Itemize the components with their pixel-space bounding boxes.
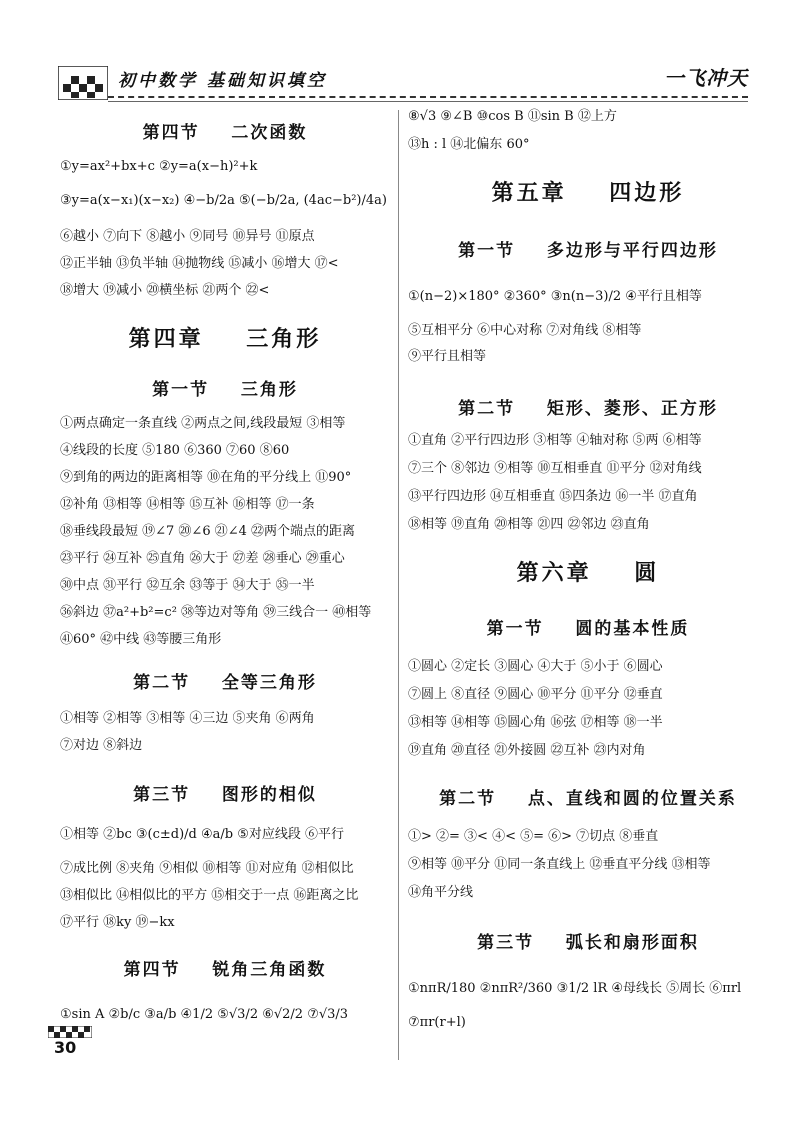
answer-line: ⑦圆上 ⑧直径 ⑨圆心 ⑩平分 ⑪平分 ⑫垂直 (408, 687, 663, 702)
answer-line: ⑨平行且相等 (408, 349, 487, 364)
answer-line: ①nπR/180 ②nπR²/360 ③1/2 lR ④母线长 ⑤周长 ⑥πrl (408, 981, 742, 996)
header-rule-thin (108, 101, 748, 102)
section-title: 第四节 二次函数 (142, 123, 308, 143)
answer-line: ④线段的长度 ⑤180 ⑥360 ⑦60 ⑧60 (60, 443, 290, 458)
header-rule (108, 96, 748, 98)
answer-line: ⑭角平分线 (408, 885, 474, 900)
answer-line: ⑬相等 ⑭相等 ⑮圆心角 ⑯弦 ⑰相等 ⑱一半 (408, 715, 663, 730)
answer-line: ⑬h : l ⑭北偏东 60° (408, 137, 530, 152)
answer-line: ⑲直角 ⑳直径 ㉑外接圆 ㉒互补 ㉓内对角 (408, 743, 646, 758)
section-title: 第二节 点、直线和圆的位置关系 (439, 789, 737, 809)
answer-line: ⑧√3 ⑨∠B ⑩cos B ⑪sin B ⑫上方 (408, 109, 617, 124)
section-title: 第二节 全等三角形 (133, 673, 317, 693)
answer-line: ①直角 ②平行四边形 ③相等 ④轴对称 ⑤两 ⑥相等 (408, 433, 702, 448)
answer-line: ㉚中点 ㉛平行 ㉜互余 ㉝等于 ㉞大于 ㉟一半 (60, 578, 315, 593)
section-title: 第一节 多边形与平行四边形 (458, 241, 718, 261)
section-title: 第一节 三角形 (152, 380, 298, 400)
answer-line: ①sin A ②b/c ③a/b ④1/2 ⑤√3/2 ⑥√2/2 ⑦√3/3 (60, 1007, 349, 1022)
answer-line: ①y=ax²+bx+c ②y=a(x−h)²+k (60, 159, 258, 174)
answer-line: ①> ②= ③< ④< ⑤= ⑥> ⑦切点 ⑧垂直 (408, 829, 659, 844)
answer-line: ⑦三个 ⑧邻边 ⑨相等 ⑩互相垂直 ⑪平分 ⑫对角线 (408, 461, 702, 476)
answer-line: ⑤互相平分 ⑥中心对称 ⑦对角线 ⑧相等 (408, 323, 642, 338)
chapter-title: 第四章 三角形 (128, 327, 322, 352)
brand-logo-text: 一飞冲天 (664, 66, 748, 90)
answer-line: ⑨到角的两边的距离相等 ⑩在角的平分线上 ⑪90° (60, 470, 352, 485)
header-title: 初中数学 基础知识填空 (118, 71, 327, 91)
answer-line: ⑱增大 ⑲减小 ⑳横坐标 ㉑两个 ㉒< (60, 283, 270, 298)
answer-line: ⑬相似比 ⑭相似比的平方 ⑮相交于一点 ⑯距离之比 (60, 888, 359, 903)
answer-line: ①相等 ②bc ③(c±d)/d ④a/b ⑤对应线段 ⑥平行 (60, 827, 345, 842)
answer-line: ⑫正半轴 ⑬负半轴 ⑭抛物线 ⑮减小 ⑯增大 ⑰< (60, 256, 339, 271)
answer-line: ①(n−2)×180° ②360° ③n(n−3)/2 ④平行且相等 (408, 289, 702, 304)
section-title: 第二节 矩形、菱形、正方形 (458, 399, 718, 419)
checker-flag-icon (48, 1026, 92, 1038)
answer-line: ⑥越小 ⑦向下 ⑧越小 ⑨同号 ⑩异号 ⑪原点 (60, 229, 315, 244)
answer-line: ㊱斜边 ㊲a²+b²=c² ㊳等边对等角 ㊴三线合一 ㊵相等 (60, 605, 372, 620)
checker-flag-icon (58, 66, 108, 100)
answer-line: ⑦πr(r+l) (408, 1015, 466, 1030)
page-number: 30 (54, 1038, 77, 1057)
answer-line: ⑬平行四边形 ⑭互相垂直 ⑮四条边 ⑯一半 ⑰直角 (408, 489, 698, 504)
answer-line: ③y=a(x−x₁)(x−x₂) ④−b/2a ⑤(−b/2a, (4ac−b²)/4a) (60, 193, 387, 208)
answer-line: ①相等 ②相等 ③相等 ④三边 ⑤夹角 ⑥两角 (60, 711, 315, 726)
answer-line: ⑱相等 ⑲直角 ⑳相等 ㉑四 ㉒邻边 ㉓直角 (408, 517, 650, 532)
section-title: 第三节 图形的相似 (133, 785, 317, 805)
page-header (58, 60, 748, 104)
section-title: 第一节 圆的基本性质 (486, 619, 690, 639)
answer-line: ①圆心 ②定长 ③圆心 ④大于 ⑤小于 ⑥圆心 (408, 659, 663, 674)
column-divider (398, 110, 399, 1060)
section-title: 第四节 锐角三角函数 (123, 960, 327, 980)
answer-line: ⑱垂线段最短 ⑲∠7 ⑳∠6 ㉑∠4 ㉒两个端点的距离 (60, 524, 356, 539)
answer-line: ⑦对边 ⑧斜边 (60, 738, 143, 753)
chapter-title: 第六章 圆 (516, 561, 660, 586)
answer-line: ⑰平行 ⑱ky ⑲−kx (60, 915, 175, 930)
answer-line: ㉓平行 ㉔互补 ㉕直角 ㉖大于 ㉗差 ㉘垂心 ㉙重心 (60, 551, 345, 566)
answer-line: ⑨相等 ⑩平分 ⑪同一条直线上 ⑫垂直平分线 ⑬相等 (408, 857, 711, 872)
answer-line: ①两点确定一条直线 ②两点之间,线段最短 ③相等 (60, 416, 346, 431)
page-number-badge (48, 1026, 92, 1064)
answer-line: ㊶60° ㊷中线 ㊸等腰三角形 (60, 632, 222, 647)
section-title: 第三节 弧长和扇形面积 (477, 933, 699, 953)
answer-line: ⑫补角 ⑬相等 ⑭相等 ⑮互补 ⑯相等 ⑰一条 (60, 497, 315, 512)
answer-line: ⑦成比例 ⑧夹角 ⑨相似 ⑩相等 ⑪对应角 ⑫相似比 (60, 861, 354, 876)
chapter-title: 第五章 四边形 (491, 181, 685, 206)
